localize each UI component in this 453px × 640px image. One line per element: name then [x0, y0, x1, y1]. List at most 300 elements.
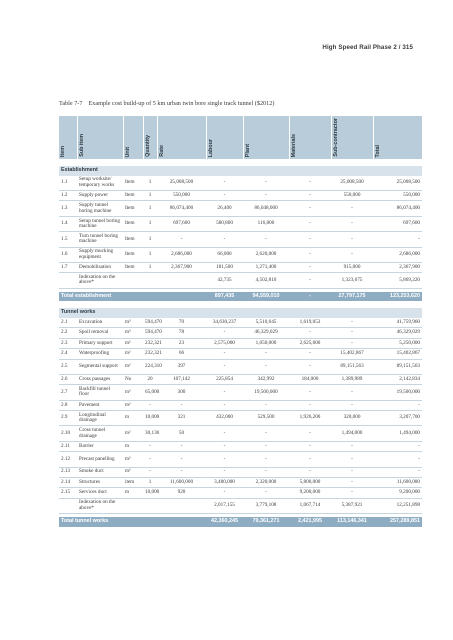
table-cell: 594,470	[143, 318, 157, 328]
table-cell: 432,000	[206, 411, 243, 426]
table-cell: 2,320,000	[243, 477, 289, 487]
table-cell: Cross tunnel drainage	[77, 426, 123, 441]
table-cell: -	[289, 273, 331, 288]
total-row	[59, 292, 422, 302]
table-cell: -	[243, 400, 289, 410]
table-cell: 2.13	[59, 467, 77, 477]
table-cell: 697,600	[157, 216, 206, 231]
table-row	[59, 262, 422, 272]
table-cell: 86,074,400	[373, 201, 422, 216]
table-cell: -	[243, 467, 289, 477]
column-header-label: Rate	[158, 145, 165, 157]
table-cell: -	[157, 232, 206, 247]
table-cell: Setup tunnel boring machine	[77, 216, 123, 231]
table-cell: 2.11	[59, 441, 77, 451]
table-cell: 2.7	[59, 385, 77, 400]
table-cell: 232,321	[143, 349, 157, 359]
table-cell: 2,686,000	[373, 247, 422, 262]
table-cell: -	[289, 385, 331, 400]
table-cell: 1,067,714	[289, 498, 331, 513]
table-cell: 30,136	[143, 426, 157, 441]
table-cell: -	[206, 400, 243, 410]
table-cell: 5,510,645	[243, 318, 289, 328]
section-heading-row	[59, 308, 422, 318]
gap-cell	[59, 301, 422, 308]
table-cell: m²	[123, 400, 143, 410]
table-cell: 78	[157, 328, 206, 338]
table-cell: Item	[123, 232, 143, 247]
table-cell: -	[243, 359, 289, 374]
table-cell: 1,494,000	[331, 426, 373, 441]
table-cell: 2.8	[59, 400, 77, 410]
table-cell: 342,992	[243, 374, 289, 384]
column-header	[331, 116, 373, 159]
table-cell: 1.1	[59, 176, 77, 191]
table-row	[59, 488, 422, 498]
table-cell: Primary support	[77, 338, 123, 348]
table-cell	[157, 273, 206, 288]
column-header	[143, 116, 157, 159]
table-cell: 10,000	[143, 488, 157, 498]
table-cell: 697,600	[373, 216, 422, 231]
cost-table	[59, 116, 422, 527]
table-cell: 9,200,000	[373, 488, 422, 498]
total-plant: 94,559,010	[243, 292, 289, 302]
table-cell: 107,142	[157, 374, 206, 384]
table-cell: 1	[143, 477, 157, 487]
table-row	[59, 338, 422, 348]
table-cell: 10,000	[143, 411, 157, 426]
total-labour: 897,435	[206, 292, 243, 302]
table-cell: Barrier	[77, 441, 123, 451]
table-cell: 15,402,867	[373, 349, 422, 359]
table-cell: 1.2	[59, 191, 77, 201]
table-cell: -	[289, 176, 331, 191]
column-header-label: Quantity	[144, 135, 151, 157]
running-head: High Speed Rail Phase 2 / 315	[322, 44, 413, 51]
gap-cell	[59, 159, 422, 166]
table-cell: Item	[123, 176, 143, 191]
table-cell: 1.6	[59, 247, 77, 262]
table-cell: 3,779,108	[243, 498, 289, 513]
table-cell: -	[289, 328, 331, 338]
section-heading: Establishment	[59, 166, 422, 176]
table-cell: -	[206, 328, 243, 338]
table-cell: 1,323,675	[331, 273, 373, 288]
table-cell: -	[143, 452, 157, 467]
table-cell: Longitudinal drainage	[77, 411, 123, 426]
table-cell: Precast panelling	[77, 452, 123, 467]
table-cell: -	[331, 488, 373, 498]
table-cell: 26,400	[206, 201, 243, 216]
table-header	[59, 116, 422, 159]
table-cell: -	[289, 191, 331, 201]
table-cell: 2.4	[59, 349, 77, 359]
table-cell	[59, 498, 77, 513]
table-cell: -	[157, 441, 206, 451]
table-cell: -	[206, 191, 243, 201]
table-cell: -	[289, 262, 331, 272]
table-cell: Item	[123, 201, 143, 216]
table-cell: 181,500	[206, 262, 243, 272]
table-cell: 1	[143, 232, 157, 247]
caption-text: Example cost build-up of 5 km urban twin bore single track tunnel ($2012)	[88, 100, 275, 107]
table-cell: -	[206, 385, 243, 400]
table-cell: 25,008,500	[331, 176, 373, 191]
table-cell: -	[289, 441, 331, 451]
table-row	[59, 400, 422, 410]
table-row	[59, 374, 422, 384]
table-cell: 2,625,000	[289, 338, 331, 348]
table-cell: m³	[123, 385, 143, 400]
table-cell: Spoil removal	[77, 328, 123, 338]
table-cell: 2,686,000	[157, 247, 206, 262]
table-cell: m²	[123, 467, 143, 477]
table-cell	[123, 273, 143, 288]
table-row	[59, 318, 422, 328]
table-cell: Indexation on the above*	[77, 273, 123, 288]
column-header-label: Total	[374, 144, 381, 157]
table-cell: m	[123, 488, 143, 498]
table-cell: -	[206, 349, 243, 359]
table-cell: 184,000	[289, 374, 331, 384]
table-cell: -	[157, 452, 206, 467]
caption-label: Table 7-7	[59, 100, 83, 107]
table-cell: -	[331, 467, 373, 477]
table-cell: 70	[157, 318, 206, 328]
table-cell: Cross passages	[77, 374, 123, 384]
total-total: 123,253,620	[373, 292, 422, 302]
table-cell: 3,480,000	[206, 477, 243, 487]
table-cell: 1	[143, 247, 157, 262]
table-cell: 19,500,000	[373, 385, 422, 400]
table-cell: m²	[123, 452, 143, 467]
table-cell: 19,500,000	[243, 385, 289, 400]
table-cell: -	[157, 467, 206, 477]
table-cell: 4,502,810	[243, 273, 289, 288]
column-header-label: Plant	[244, 143, 251, 157]
column-header-label: Materials	[290, 133, 297, 157]
table-cell: Services duct	[77, 488, 123, 498]
table-cell: 2.2	[59, 328, 77, 338]
table-cell: m²	[123, 338, 143, 348]
table-cell: m	[123, 411, 143, 426]
table-cell: -	[143, 467, 157, 477]
table-cell	[157, 498, 206, 513]
total-labour: 42,360,245	[206, 517, 243, 527]
table-cell: Setup worksite/ temporary works	[77, 176, 123, 191]
table-row	[59, 426, 422, 441]
table-cell: 11,600,000	[157, 477, 206, 487]
table-cell: No	[123, 374, 143, 384]
table-cell: 300	[157, 385, 206, 400]
table-cell: 2,017,155	[206, 498, 243, 513]
table-cell: -	[206, 452, 243, 467]
table-cell: -	[373, 400, 422, 410]
table-cell: -	[243, 426, 289, 441]
table-cell: -	[243, 176, 289, 191]
table-cell: 1.7	[59, 262, 77, 272]
table-cell: m²	[123, 349, 143, 359]
table-cell: 3,207,700	[373, 411, 422, 426]
table-cell: Item	[123, 216, 143, 231]
table-cell: 50	[157, 426, 206, 441]
table-cell: Pavement	[77, 400, 123, 410]
table-row	[59, 176, 422, 191]
table-cell: 86,048,000	[243, 201, 289, 216]
section-gap	[59, 159, 422, 166]
column-header	[157, 116, 206, 159]
table-cell: -	[373, 452, 422, 467]
table-cell: -	[243, 191, 289, 201]
table-cell: 5,250,000	[373, 338, 422, 348]
table-row	[59, 467, 422, 477]
table-caption	[59, 100, 274, 107]
column-header-label: Item	[60, 145, 66, 157]
column-header	[77, 116, 123, 159]
table-cell: 550,000	[331, 191, 373, 201]
table-cell: -	[289, 247, 331, 262]
table-cell: 2.10	[59, 426, 77, 441]
table-cell: 550,000	[157, 191, 206, 201]
table-cell: 1,389,989	[331, 374, 373, 384]
table-cell: 397	[157, 359, 206, 374]
table-cell: -	[289, 467, 331, 477]
table-cell: 1.4	[59, 216, 77, 231]
table-cell: -	[289, 216, 331, 231]
column-header-label: Unit	[124, 146, 131, 157]
table-cell: -	[289, 201, 331, 216]
column-header	[123, 116, 143, 159]
table-cell: -	[373, 467, 422, 477]
column-header	[243, 116, 289, 159]
table-cell: Supply tunnel boring machine	[77, 201, 123, 216]
table-cell: Waterproofing	[77, 349, 123, 359]
table-cell: 224,310	[143, 359, 157, 374]
table-cell: 1,271,400	[243, 262, 289, 272]
table-cell: 9,200,000	[289, 488, 331, 498]
table-cell: -	[331, 247, 373, 262]
table-cell: -	[206, 488, 243, 498]
table-row	[59, 498, 422, 513]
table-cell: 2.9	[59, 411, 77, 426]
table-cell: 920	[157, 488, 206, 498]
table-cell: -	[373, 441, 422, 451]
table-cell: 5,387,921	[331, 498, 373, 513]
table-cell: 66	[157, 349, 206, 359]
table-cell: 2.14	[59, 477, 77, 487]
table-cell: Segmental support	[77, 359, 123, 374]
table-cell: 89,151,563	[373, 359, 422, 374]
table-cell: 41,759,960	[373, 318, 422, 328]
table-cell: 25,008,500	[373, 176, 422, 191]
table-cell: -	[289, 359, 331, 374]
table-cell: Turn tunnel boring machine	[77, 232, 123, 247]
table-cell: Supply mucking equipment	[77, 247, 123, 262]
table-cell: -	[243, 488, 289, 498]
table-cell: 20	[143, 374, 157, 384]
section-heading: Tunnel works	[59, 308, 422, 318]
table-cell: Supply power	[77, 191, 123, 201]
table-cell: Item	[123, 262, 143, 272]
table-cell: 2,575,000	[206, 338, 243, 348]
table-cell: 915,000	[331, 262, 373, 272]
table-cell: 550,000	[373, 191, 422, 201]
table-cell: -	[206, 441, 243, 451]
section-heading-row	[59, 166, 422, 176]
column-header-label: Sub-contractor	[332, 118, 339, 157]
table-cell: m²	[123, 359, 143, 374]
table-cell: -	[331, 441, 373, 451]
table-cell: 65,000	[143, 385, 157, 400]
table-cell: 580,800	[206, 216, 243, 231]
table-cell: 1	[143, 216, 157, 231]
total-sub: 113,146,341	[331, 517, 373, 527]
table-cell: 1	[143, 191, 157, 201]
table-cell: 1	[143, 262, 157, 272]
table-cell: Item	[123, 191, 143, 201]
table-cell: -	[206, 232, 243, 247]
table-cell: 2.6	[59, 374, 77, 384]
table-cell: -	[243, 452, 289, 467]
table-cell: -	[331, 201, 373, 216]
table-row	[59, 201, 422, 216]
table-cell: 321	[157, 411, 206, 426]
table-cell: Backfill tunnel floor	[77, 385, 123, 400]
table-cell: 34,630,237	[206, 318, 243, 328]
table-cell: -	[206, 467, 243, 477]
table-cell: -	[243, 349, 289, 359]
table-cell: 66,000	[206, 247, 243, 262]
table-row	[59, 232, 422, 247]
table-row	[59, 191, 422, 201]
table-cell: 23	[157, 338, 206, 348]
table-cell: 2,620,000	[243, 247, 289, 262]
table-cell: -	[289, 349, 331, 359]
table-row	[59, 452, 422, 467]
table-cell: 25,008,500	[157, 176, 206, 191]
column-header-label: Sub item	[78, 134, 85, 157]
table-row	[59, 385, 422, 400]
total-label: Total establishment	[59, 292, 206, 302]
table-cell: 1.3	[59, 201, 77, 216]
total-sub: 27,797,175	[331, 292, 373, 302]
table-cell	[143, 273, 157, 288]
table-cell: -	[243, 232, 289, 247]
table-cell: -	[206, 426, 243, 441]
table-cell: -	[331, 338, 373, 348]
table-cell	[123, 498, 143, 513]
table-cell: Excavation	[77, 318, 123, 328]
table-cell: 1,050,000	[243, 338, 289, 348]
table-cell: -	[157, 400, 206, 410]
table-row	[59, 328, 422, 338]
table-cell: 46,329,029	[243, 328, 289, 338]
table-cell: 2,142,834	[373, 374, 422, 384]
total-materials: -	[289, 292, 331, 302]
table-cell	[59, 273, 77, 288]
table-cell: -	[331, 216, 373, 231]
table-cell: m³	[123, 328, 143, 338]
table-cell: -	[331, 328, 373, 338]
table-cell: 86,074,400	[157, 201, 206, 216]
table-cell: -	[331, 452, 373, 467]
table-cell: item	[123, 477, 143, 487]
table-cell: -	[289, 426, 331, 441]
table-cell: 232,321	[143, 338, 157, 348]
column-header	[289, 116, 331, 159]
table-cell: 5,869,220	[373, 273, 422, 288]
table-row	[59, 411, 422, 426]
column-header-label: Labour	[207, 138, 214, 157]
total-label: Total tunnel works	[59, 517, 206, 527]
table-cell: 1,494,000	[373, 426, 422, 441]
table-cell: 11,600,000	[373, 477, 422, 487]
column-header	[59, 116, 77, 159]
total-materials: 2,421,995	[289, 517, 331, 527]
table-cell: Item	[123, 247, 143, 262]
table-cell: 15,402,867	[331, 349, 373, 359]
column-header	[206, 116, 243, 159]
table-row	[59, 441, 422, 451]
table-cell: -	[143, 441, 157, 451]
table-cell: -	[289, 232, 331, 247]
table-cell: 2.15	[59, 488, 77, 498]
table-cell: -	[143, 400, 157, 410]
table-cell: -	[289, 452, 331, 467]
table-cell: Indexation on the above*	[77, 498, 123, 513]
table-cell: -	[206, 359, 243, 374]
table-cell	[143, 498, 157, 513]
table-cell: 12,251,898	[373, 498, 422, 513]
table-cell: Smoke duct	[77, 467, 123, 477]
table-cell: m³	[123, 318, 143, 328]
table-cell: 2.12	[59, 452, 77, 467]
table-row	[59, 216, 422, 231]
table-cell: m	[123, 441, 143, 451]
table-cell: 42,735	[206, 273, 243, 288]
table-cell: -	[331, 232, 373, 247]
table-cell: 1.5	[59, 232, 77, 247]
table-cell: -	[373, 232, 422, 247]
table-cell: 89,151,563	[331, 359, 373, 374]
table-cell: -	[331, 400, 373, 410]
table-cell: 2.1	[59, 318, 77, 328]
table-cell: 116,800	[243, 216, 289, 231]
table-cell: -	[331, 385, 373, 400]
table-cell: 5,800,000	[289, 477, 331, 487]
table-cell: 1	[143, 201, 157, 216]
total-row	[59, 517, 422, 527]
table-cell: Structures	[77, 477, 123, 487]
total-plant: 79,361,271	[243, 517, 289, 527]
table-row	[59, 349, 422, 359]
total-total: 257,289,851	[373, 517, 422, 527]
table-cell: 320,000	[331, 411, 373, 426]
table-body	[59, 159, 422, 527]
table-cell: 594,470	[143, 328, 157, 338]
section-gap	[59, 301, 422, 308]
table-cell: 46,329,029	[373, 328, 422, 338]
table-cell: -	[206, 176, 243, 191]
table-cell: -	[243, 441, 289, 451]
table-cell: 2.5	[59, 359, 77, 374]
table-cell: 2,367,900	[157, 262, 206, 272]
table-cell: m²	[123, 426, 143, 441]
table-row	[59, 477, 422, 487]
table-cell: 2,367,900	[373, 262, 422, 272]
table-cell: 225,854	[206, 374, 243, 384]
